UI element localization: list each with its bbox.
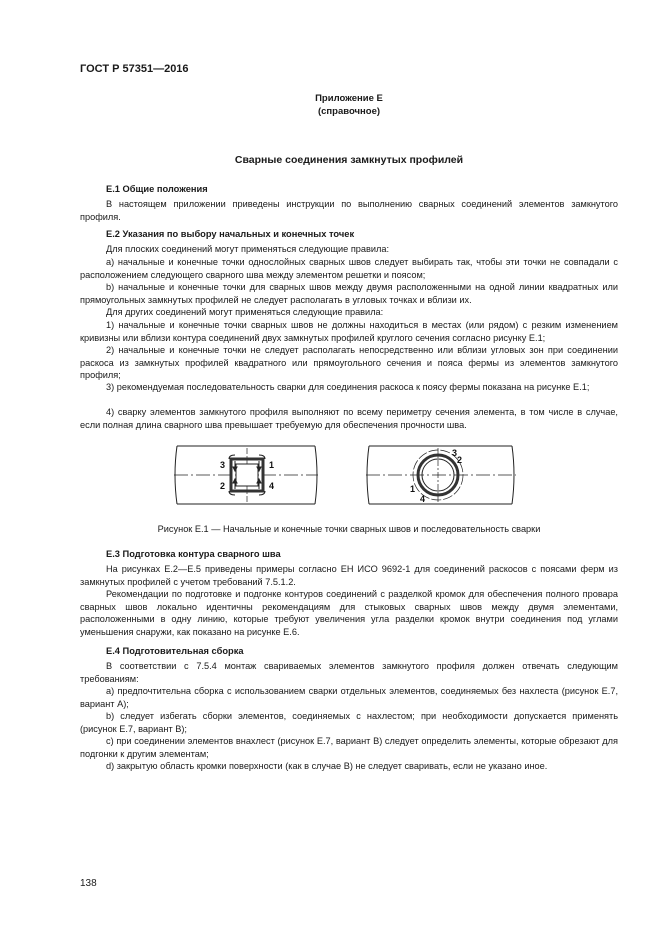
weld-label: 2 <box>457 455 463 465</box>
left-drawing <box>174 446 318 504</box>
paragraph: 4) сварку элементов замкнутого профиля выполняют по всему периметру сечения элемента, в том числе в случае, если полная длина сварного шва превышает требуемую для обеспечения прочности шва. <box>80 407 618 430</box>
paragraph: b) следует избегать сборки элементов, соединяемых с нахлестом; при необходимости допускается применять (рисунок Е.7, вариант В); <box>80 711 618 734</box>
weld-label: 4 <box>269 481 275 491</box>
paragraph: В соответствии с 7.5.4 монтаж свариваемых элементов замкнутого профиля должен отвечать следующим требованиям: <box>80 661 618 684</box>
section-e4-heading: Е.4 Подготовительная сборка <box>106 646 244 656</box>
section-e1-heading: Е.1 Общие положения <box>106 184 208 194</box>
paragraph: 3) рекомендуемая последовательность сварки для соединения раскоса к поясу фермы показана на рисунке Е.1; <box>106 382 590 392</box>
weld-label: 2 <box>220 481 226 491</box>
section-e2-heading: Е.2 Указания по выбору начальных и конечных точек <box>106 229 355 239</box>
document-header: ГОСТ Р 57351—2016 <box>80 63 189 75</box>
paragraph: Рекомендации по подготовке и подгонке контуров соединений с разделкой кромок для обеспечения полного провара сварных швов локально идентичны рекомендациям для стыковых сварных швов между двумя элементами, расположенными в одну линию, которые требуют увеличения угла разделки кромок внутри соединения под углами уменьшения снаружи, как показано на рисунке Е.6. <box>80 589 618 637</box>
right-drawing <box>366 446 516 504</box>
section-e3-heading: Е.3 Подготовка контура сварного шва <box>106 549 281 559</box>
page-number: 138 <box>80 878 97 889</box>
paragraph: с) при соединении элементов внахлест (рисунок Е.7, вариант В) следует определить элементы, которые обрезают для подгонки к другим элементам; <box>80 736 618 759</box>
figure-caption: Рисунок Е.1 — Начальные и конечные точки сварных швов и последовательность сварки <box>157 524 541 534</box>
paragraph: а) предпочтительна сборка с использованием сварки отдельных элементов, соединяемых без нахлеста (рисунок Е.7, вариант А); <box>80 686 618 709</box>
paragraph: На рисунках Е.2—Е.5 приведены примеры согласно ЕН ИСО 9692-1 для соединений раскосов с поясами ферм из замкнутых профилей с учетом требований 7.5.1.2. <box>80 564 618 587</box>
paragraph: 1) начальные и конечные точки сварных швов не должны находиться в местах (или рядом) с резким изменением кривизны или вблизи контура соединений двух замкнутых профилей круглого сечения согласно рисунку Е.1; <box>80 320 618 343</box>
weld-label: 1 <box>269 460 275 470</box>
paragraph: а) начальные и конечные точки однослойных сварных швов следует выбирать так, чтобы эти точки не совпадали с расположением следующего сварного шва между элементом решетки и поясом; <box>80 257 618 280</box>
paragraph: Для других соединений могут применяться следующие правила: <box>106 307 384 317</box>
paragraph: В настоящем приложении приведены инструкции по выполнению сварных соединений элементов замкнутого профиля. <box>80 199 618 222</box>
weld-label: 3 <box>452 448 458 458</box>
paragraph: d) закрытую область кромки поверхности (как в случае В) не следует сваривать, если не указано иное. <box>106 761 548 771</box>
appendix-title: Приложение Е <box>315 93 383 104</box>
main-title: Сварные соединения замкнутых профилей <box>234 154 464 166</box>
weld-label: 1 <box>410 484 416 494</box>
figure-e1 <box>172 445 517 505</box>
paragraph: Для плоских соединений могут применяться следующие правила: <box>106 244 390 254</box>
appendix-subtitle: (справочное) <box>317 106 381 117</box>
weld-label: 3 <box>220 460 226 470</box>
paragraph: 2) начальные и конечные точки не следует располагать непосредственно или вблизи угловых зон при соединении раскоса из замкнутых профилей квадратного или прямоугольного сечения и пояса фермы из элементов замкнутого профиля; <box>80 345 618 380</box>
paragraph: b) начальные и конечные точки для сварных швов между двумя расположенными на одной линии квадратных или прямоугольных замкнутых профилей не следует располагать в угловых точках и вблизи их. <box>80 282 618 305</box>
weld-label: 4 <box>420 494 426 504</box>
